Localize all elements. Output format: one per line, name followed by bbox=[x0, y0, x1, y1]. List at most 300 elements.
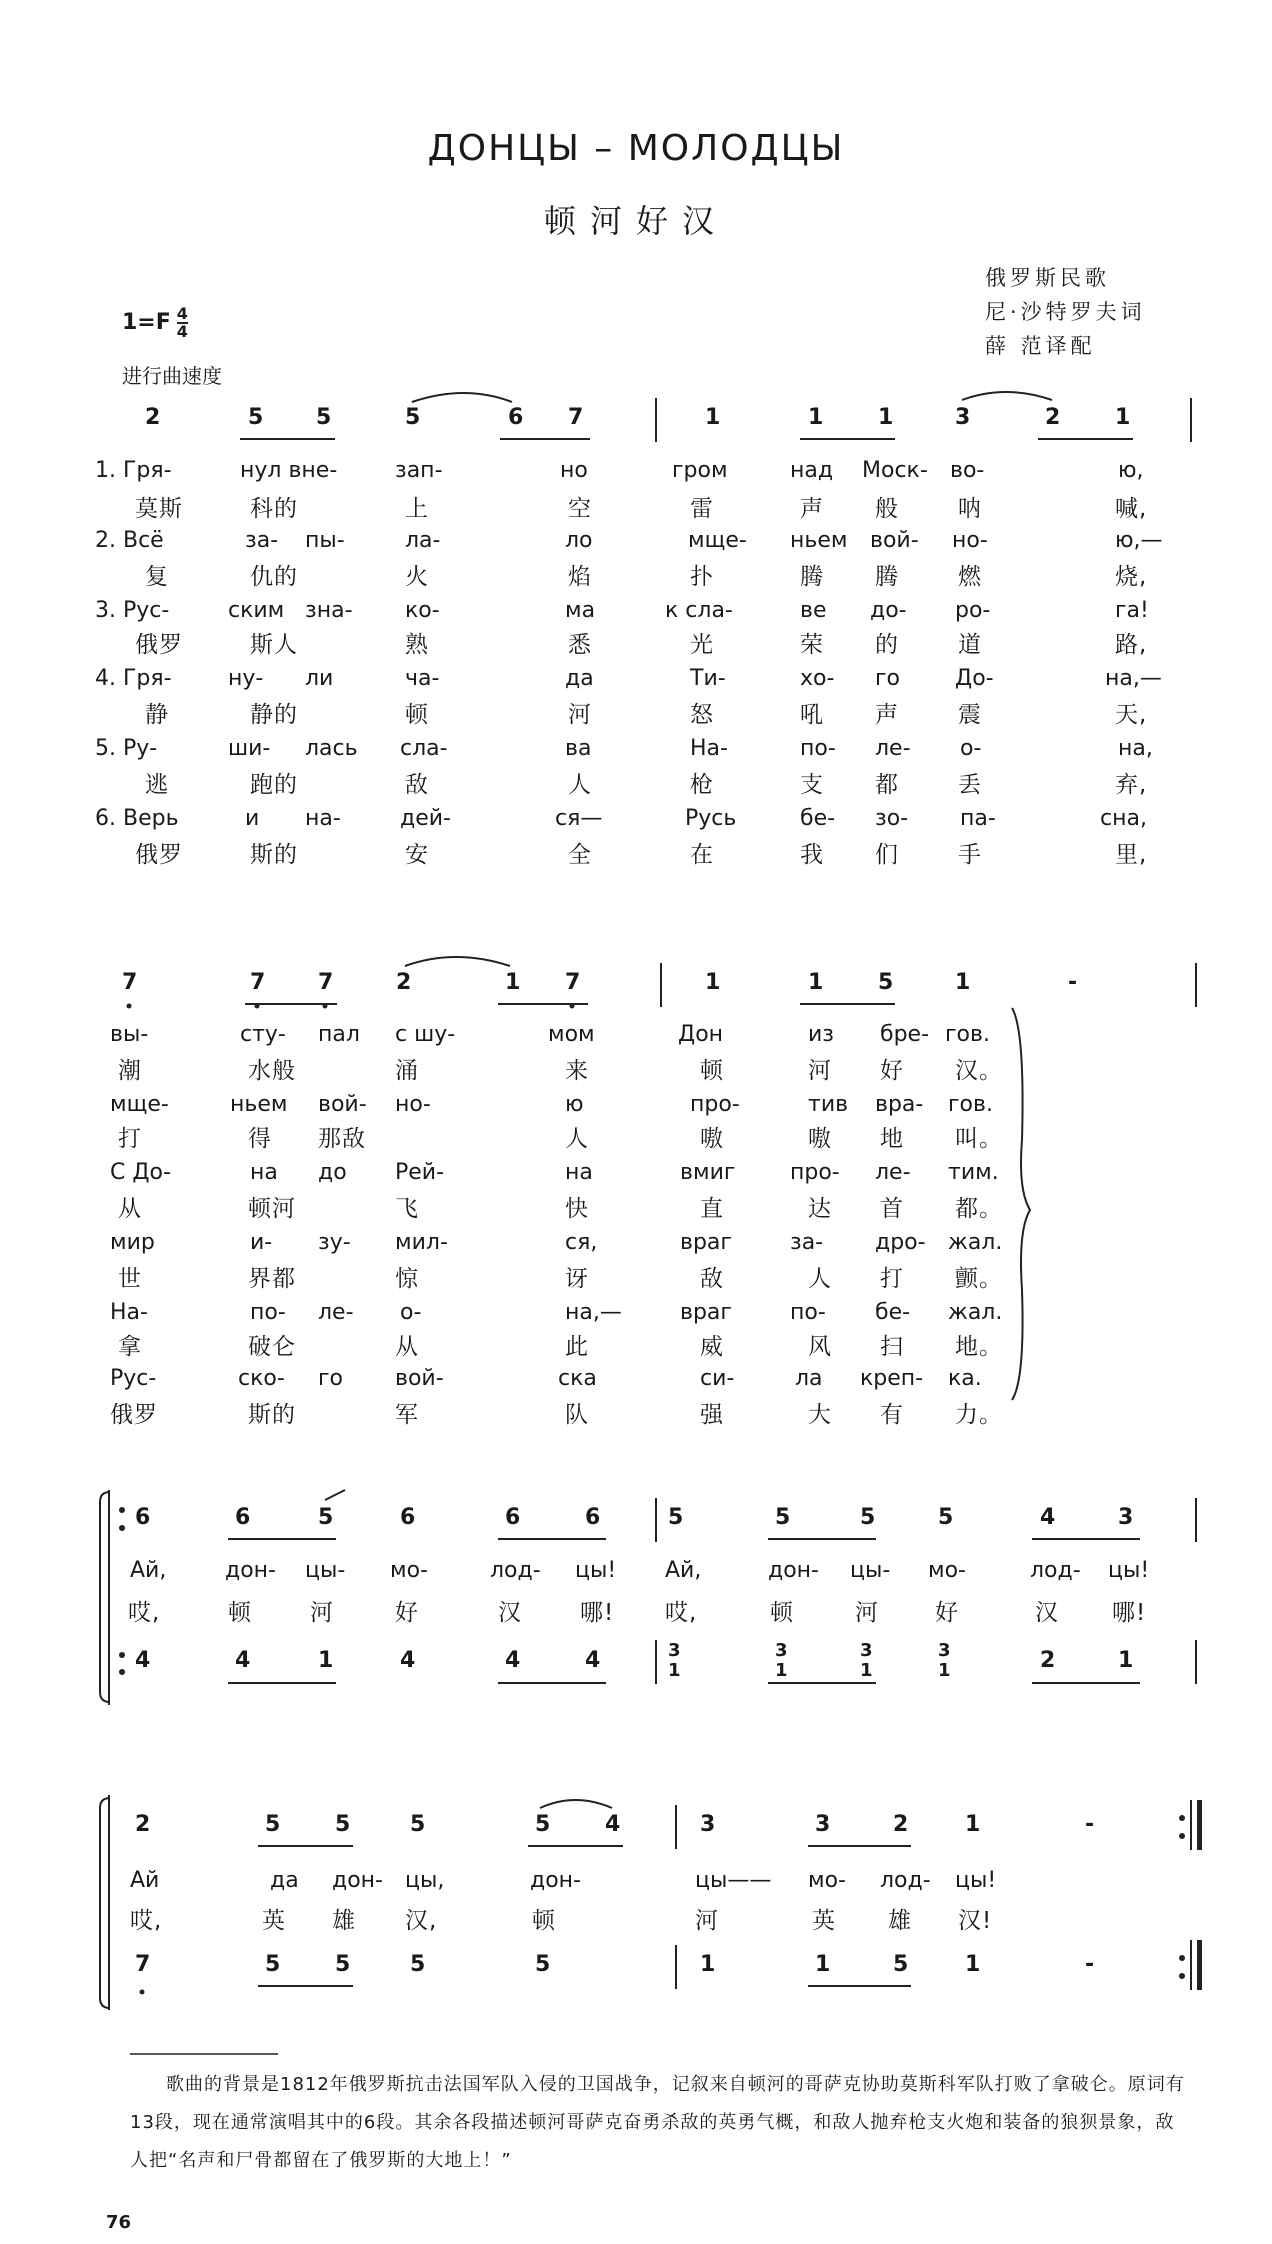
lyric-ru: на,— bbox=[565, 1300, 622, 1325]
system-bracket bbox=[100, 1798, 110, 2008]
lyric-zh: 汉 bbox=[498, 1600, 522, 1626]
note: 4 bbox=[400, 1648, 416, 1673]
octave-dot bbox=[255, 1004, 260, 1009]
tempo-marking: 进行曲速度 bbox=[122, 364, 222, 388]
lyric-ru: ко- bbox=[405, 598, 440, 623]
slur bbox=[405, 957, 510, 966]
lyric-ru: Дон bbox=[678, 1022, 724, 1047]
lyric-ru: ча- bbox=[405, 666, 440, 691]
lyric-ru: Рус- bbox=[110, 1366, 157, 1391]
lyric-ru: 2. Всё bbox=[95, 528, 164, 553]
lyric-zh: 荣 bbox=[800, 632, 824, 658]
lyric-zh: 大 bbox=[808, 1402, 832, 1428]
lyric-ru: мил- bbox=[395, 1230, 448, 1255]
lyric-zh: 顿 bbox=[770, 1600, 794, 1626]
note: 1 bbox=[878, 405, 894, 430]
lyric-zh: 打 bbox=[880, 1266, 904, 1292]
lyric-zh: 颤。 bbox=[955, 1266, 1003, 1292]
lyric-zh: 在 bbox=[690, 842, 714, 868]
lyric-zh: 震 bbox=[958, 702, 982, 728]
lyric-ru: 6. Верь bbox=[95, 806, 179, 831]
note: 1 bbox=[860, 1660, 873, 1681]
lyric-ru: мир bbox=[110, 1230, 155, 1255]
lyric-ru: но- bbox=[952, 528, 988, 553]
lyric-zh: 我 bbox=[800, 842, 824, 868]
lyric-ru: на bbox=[565, 1160, 593, 1185]
lyric-zh: 静 bbox=[145, 702, 169, 728]
lyric-ru: Ай bbox=[130, 1868, 160, 1893]
lyric-zh: 喊, bbox=[1115, 496, 1148, 522]
lyric-zh: 燃 bbox=[958, 564, 982, 590]
note: 7 bbox=[565, 970, 581, 995]
time-signature: $\frac{4}{4}$ bbox=[176, 304, 188, 341]
repeat-dot bbox=[119, 1507, 125, 1513]
lyric-zh: 哪! bbox=[580, 1600, 615, 1626]
lyric-ru: Ти- bbox=[690, 666, 726, 691]
lyric-ru: Русь bbox=[685, 806, 737, 831]
lyric-ru: ро- bbox=[955, 598, 991, 623]
note: 6 bbox=[508, 405, 524, 430]
lyric-zh: 天, bbox=[1115, 702, 1148, 728]
lyric-zh: 支 bbox=[800, 772, 824, 798]
octave-dot bbox=[323, 1004, 328, 1009]
lyric-ru: лод- bbox=[880, 1868, 931, 1893]
lyric-ru: ньем bbox=[230, 1092, 288, 1117]
note: 4 bbox=[135, 1648, 151, 1673]
lyric-ru: С До- bbox=[110, 1160, 171, 1185]
lyric-zh: 好 bbox=[880, 1058, 904, 1084]
note-rest: - bbox=[1068, 970, 1078, 995]
lyric-zh: 声 bbox=[800, 496, 824, 522]
lyric-ru: хо- bbox=[800, 666, 835, 691]
lyric-ru: по- bbox=[250, 1300, 286, 1325]
lyric-zh: 水般 bbox=[248, 1058, 296, 1084]
lyric-zh: 队 bbox=[565, 1402, 589, 1428]
lyric-ru: вы- bbox=[110, 1022, 149, 1047]
lyric-zh: 强 bbox=[700, 1402, 724, 1428]
note: 1 bbox=[775, 1660, 788, 1681]
lyric-zh: 汉 bbox=[1035, 1600, 1059, 1626]
lyric-zh: 哪! bbox=[1112, 1600, 1147, 1626]
title-chinese: 顿河好汉 bbox=[543, 202, 728, 240]
lyric-ru: лод- bbox=[1030, 1558, 1081, 1583]
lyric-ru: вмиг bbox=[680, 1160, 736, 1185]
lyric-ru: за- bbox=[790, 1230, 824, 1255]
lyric-ru: ю,— bbox=[1115, 528, 1163, 553]
note: 5 bbox=[535, 1952, 551, 1977]
octave-dot bbox=[140, 1990, 145, 1995]
lyric-zh: 河 bbox=[568, 702, 592, 728]
note: 2 bbox=[145, 405, 161, 430]
note: 6 bbox=[505, 1505, 521, 1530]
note: 6 bbox=[235, 1505, 251, 1530]
key-signature: 1=F $\frac{4}{4}$ bbox=[122, 304, 188, 341]
lyric-zh: 汉, bbox=[405, 1908, 438, 1934]
lyric-ru: до bbox=[318, 1160, 347, 1185]
lyric-zh: 都 bbox=[875, 772, 899, 798]
lyric-ru: вой- bbox=[870, 528, 919, 553]
lyric-zh: 敌 bbox=[700, 1266, 724, 1292]
lyric-zh: 俄罗 bbox=[135, 632, 183, 658]
lyric-zh: 科的 bbox=[250, 496, 298, 522]
lyric-ru: ле- bbox=[318, 1300, 354, 1325]
lyric-zh: 惊 bbox=[395, 1266, 419, 1292]
lyric-zh: 跑的 bbox=[250, 772, 298, 798]
note: 4 bbox=[505, 1648, 521, 1673]
note: 6 bbox=[135, 1505, 151, 1530]
note: 5 bbox=[316, 405, 332, 430]
slur bbox=[962, 392, 1052, 400]
lyric-ru: ле- bbox=[875, 736, 911, 761]
lyric-ru: ю bbox=[565, 1092, 584, 1117]
note: 1 bbox=[808, 970, 824, 995]
repeat-dot bbox=[119, 1652, 125, 1658]
lyric-ru: зо- bbox=[875, 806, 909, 831]
lyric-ru: ве bbox=[800, 598, 827, 623]
lyric-ru: ла bbox=[795, 1366, 823, 1391]
lyric-zh: 嗷 bbox=[700, 1126, 724, 1152]
lyric-zh: 斯的 bbox=[250, 842, 298, 868]
lyric-zh: 莫斯 bbox=[135, 496, 183, 522]
note: 2 bbox=[1045, 405, 1061, 430]
note: 5 bbox=[893, 1952, 909, 1977]
lyric-ru: мще- bbox=[110, 1092, 169, 1117]
note: 1 bbox=[505, 970, 521, 995]
note: 5 bbox=[938, 1505, 954, 1530]
footnote-text: 歌曲的背景是1812年俄罗斯抗击法国军队入侵的卫国战争，记叙来自顿河的哥萨克协助莫斯科军队打败了拿破仑。原词有13段，现在通常演唱其中的6段。其余各段描述顿河哥萨克奋勇杀敌的英勇气概，和敌人抛弃枪支火炮和装备的狼狈景象，敌人把“名声和尸骨都留在了俄罗斯的大地上！” bbox=[130, 2074, 1185, 2171]
note: 2 bbox=[135, 1812, 151, 1837]
lyric-zh: 顿 bbox=[532, 1908, 556, 1934]
lyric-zh: 叫。 bbox=[955, 1126, 1003, 1152]
lyric-zh: 从 bbox=[118, 1196, 142, 1222]
lyric-ru: ли bbox=[305, 666, 334, 691]
note: 5 bbox=[265, 1952, 281, 1977]
lyric-ru: ся, bbox=[565, 1230, 598, 1255]
lyric-ru: ле- bbox=[875, 1160, 911, 1185]
lyric-zh: 讶 bbox=[565, 1266, 589, 1292]
lyric-zh: 力。 bbox=[955, 1402, 1003, 1428]
note: 5 bbox=[335, 1952, 351, 1977]
lyric-ru: Рей- bbox=[395, 1160, 445, 1185]
note: 5 bbox=[335, 1812, 351, 1837]
lyric-zh: 快 bbox=[565, 1196, 589, 1222]
note: 5 bbox=[410, 1952, 426, 1977]
repeat-dot bbox=[119, 1669, 125, 1675]
lyric-ru: пы- bbox=[305, 528, 345, 553]
note: 5 bbox=[775, 1505, 791, 1530]
note: 2 bbox=[893, 1812, 909, 1837]
repeat-dot bbox=[119, 1525, 125, 1531]
lyric-ru: Моск- bbox=[862, 458, 928, 483]
lyric-zh: 腾 bbox=[800, 564, 824, 590]
lyric-zh: 地。 bbox=[955, 1334, 1003, 1360]
lyric-zh: 界都 bbox=[248, 1266, 296, 1292]
note: 4 bbox=[1040, 1505, 1056, 1530]
lyric-ru: да bbox=[270, 1868, 299, 1893]
lyric-ru: тим. bbox=[948, 1160, 999, 1185]
lyric-ru: над bbox=[790, 458, 834, 483]
lyric-zh: 好 bbox=[395, 1600, 419, 1626]
lyric-zh: 烧, bbox=[1115, 564, 1148, 590]
lyric-ru: Ай, bbox=[130, 1558, 167, 1583]
repeat-dot bbox=[1179, 1833, 1185, 1839]
note: 1 bbox=[1118, 1648, 1134, 1673]
note: 7 bbox=[135, 1952, 151, 1977]
lyric-zh: 来 bbox=[565, 1058, 589, 1084]
lyric-ru: цы- bbox=[305, 1558, 346, 1583]
credit-origin: 俄罗斯民歌 bbox=[985, 266, 1110, 290]
lyric-ru: вра- bbox=[875, 1092, 924, 1117]
lyric-zh: 们 bbox=[875, 842, 899, 868]
note: 6 bbox=[585, 1505, 601, 1530]
lyric-ru: зап- bbox=[395, 458, 443, 483]
lyric-zh: 军 bbox=[395, 1402, 419, 1428]
lyric-zh: 世 bbox=[118, 1266, 142, 1292]
lyric-ru: вой- bbox=[318, 1092, 367, 1117]
note: 1 bbox=[318, 1648, 334, 1673]
lyric-zh: 手 bbox=[958, 842, 982, 868]
lyric-ru: но- bbox=[395, 1092, 431, 1117]
octave-dot bbox=[127, 1004, 132, 1009]
lyric-ru: На- bbox=[110, 1300, 148, 1325]
lyric-ru: зу- bbox=[318, 1230, 351, 1255]
lyric-zh: 的 bbox=[875, 632, 899, 658]
note: 3 bbox=[1118, 1505, 1134, 1530]
lyric-zh: 枪 bbox=[690, 772, 714, 798]
lyric-zh: 哎, bbox=[130, 1908, 163, 1934]
lyric-zh: 俄罗 bbox=[110, 1402, 158, 1428]
lyric-zh: 地 bbox=[880, 1126, 904, 1152]
lyric-zh: 威 bbox=[700, 1334, 724, 1360]
lyric-ru: цы! bbox=[1108, 1558, 1150, 1583]
note-rest: - bbox=[1085, 1952, 1095, 1977]
lyric-ru: ска bbox=[558, 1366, 597, 1391]
lyric-ru: На- bbox=[690, 736, 728, 761]
lyric-zh: 光 bbox=[690, 632, 714, 658]
note: 5 bbox=[318, 1505, 334, 1530]
note: 1 bbox=[705, 405, 721, 430]
lyric-zh: 哎, bbox=[665, 1600, 698, 1626]
lyric-zh: 敌 bbox=[405, 772, 429, 798]
lyric-zh: 逃 bbox=[145, 772, 169, 798]
lyric-ru: дон- bbox=[768, 1558, 819, 1583]
lyric-zh: 直 bbox=[700, 1196, 724, 1222]
lyric-ru: дей- bbox=[400, 806, 451, 831]
lyric-zh: 火 bbox=[405, 564, 429, 590]
lyric-zh: 风 bbox=[808, 1334, 832, 1360]
note: 1 bbox=[938, 1660, 951, 1681]
lyric-zh: 得 bbox=[248, 1126, 272, 1152]
lyric-ru: гов. bbox=[948, 1092, 993, 1117]
lyric-ru: ка. bbox=[948, 1366, 982, 1391]
note: 3 bbox=[668, 1640, 681, 1661]
lyric-zh: 河 bbox=[310, 1600, 334, 1626]
note: 2 bbox=[1040, 1648, 1056, 1673]
system-bracket bbox=[100, 1492, 110, 1702]
note: 1 bbox=[808, 405, 824, 430]
lyric-ru: на,— bbox=[1105, 666, 1162, 691]
lyric-ru: лась bbox=[305, 736, 358, 761]
lyric-ru: Ай, bbox=[665, 1558, 702, 1583]
lyric-zh: 拿 bbox=[118, 1334, 142, 1360]
lyric-ru: о- bbox=[400, 1300, 422, 1325]
lyric-zh: 斯人 bbox=[250, 632, 298, 658]
note: 6 bbox=[400, 1505, 416, 1530]
lyric-zh: 英 bbox=[262, 1908, 286, 1934]
lyric-zh: 焰 bbox=[568, 564, 592, 590]
lyric-zh: 弃, bbox=[1115, 772, 1148, 798]
note: 1 bbox=[1115, 405, 1131, 430]
lyric-ru: к сла- bbox=[665, 598, 733, 623]
lyric-zh: 河 bbox=[855, 1600, 879, 1626]
accent-stroke bbox=[325, 1490, 345, 1500]
lyric-zh: 有 bbox=[880, 1402, 904, 1428]
lyric-ru: из bbox=[808, 1022, 834, 1047]
lyric-ru: ю, bbox=[1118, 458, 1144, 483]
note: 7 bbox=[250, 970, 266, 995]
lyric-ru: сту- bbox=[240, 1022, 286, 1047]
lyric-ru: мще- bbox=[688, 528, 747, 553]
lyric-zh: 复 bbox=[145, 564, 169, 590]
lyric-ru: гром bbox=[672, 458, 728, 483]
lyric-ru: да bbox=[565, 666, 594, 691]
lyric-ru: по- bbox=[790, 1300, 826, 1325]
note: 3 bbox=[955, 405, 971, 430]
lyric-ru: мом bbox=[548, 1022, 595, 1047]
note: 1 bbox=[955, 970, 971, 995]
note: 3 bbox=[700, 1812, 716, 1837]
lyric-ru: го bbox=[875, 666, 901, 691]
note: 2 bbox=[396, 970, 412, 995]
lyric-ru: ла- bbox=[405, 528, 441, 553]
lyric-ru: нул вне- bbox=[240, 458, 338, 483]
note: 4 bbox=[235, 1648, 251, 1673]
lyric-zh: 顿 bbox=[405, 702, 429, 728]
lyric-zh: 雷 bbox=[690, 496, 714, 522]
lyric-ru: но bbox=[560, 458, 588, 483]
lyric-ru: 4. Гря- bbox=[95, 666, 172, 691]
note: 1 bbox=[700, 1952, 716, 1977]
repeat-dot bbox=[1179, 1973, 1185, 1979]
note: 5 bbox=[248, 405, 264, 430]
lyric-ru: си- bbox=[700, 1366, 735, 1391]
lyric-ru: за- bbox=[245, 528, 279, 553]
lyric-zh: 路, bbox=[1115, 632, 1148, 658]
lyric-ru: мо- bbox=[390, 1558, 428, 1583]
lyric-zh: 扑 bbox=[690, 564, 714, 590]
lyric-ru: по- bbox=[800, 736, 836, 761]
lyric-zh: 雄 bbox=[332, 1908, 356, 1934]
lyric-zh: 全 bbox=[568, 842, 592, 868]
repeat-dot bbox=[1179, 1815, 1185, 1821]
lyric-ru: зна- bbox=[305, 598, 353, 623]
note: 4 bbox=[605, 1812, 621, 1837]
lyric-ru: и bbox=[245, 806, 260, 831]
repeat-dot bbox=[1179, 1955, 1185, 1961]
lyric-zh: 熟 bbox=[405, 632, 429, 658]
lyric-zh: 从 bbox=[395, 1334, 419, 1360]
lyric-ru: гов. bbox=[945, 1022, 990, 1047]
lyric-zh: 安 bbox=[405, 842, 429, 868]
lyric-ru: цы! bbox=[955, 1868, 997, 1893]
lyric-zh: 首 bbox=[880, 1196, 904, 1222]
lyric-ru: тив bbox=[808, 1092, 849, 1117]
lyric-ru: го bbox=[318, 1366, 344, 1391]
lyric-zh: 那敌 bbox=[318, 1126, 366, 1152]
note: 1 bbox=[668, 1660, 681, 1681]
lyric-ru: ньем bbox=[790, 528, 848, 553]
lyric-zh: 仇的 bbox=[250, 564, 298, 590]
lyric-ru: бре- bbox=[880, 1022, 930, 1047]
credit-lyricist: 尼·沙特罗夫词 bbox=[985, 300, 1146, 324]
lyric-ru: па- bbox=[960, 806, 996, 831]
lyric-ru: до- bbox=[870, 598, 907, 623]
note: 1 bbox=[705, 970, 721, 995]
lyric-zh: 丢 bbox=[958, 772, 982, 798]
lyric-zh: 都。 bbox=[955, 1196, 1003, 1222]
lyric-ru: мо- bbox=[928, 1558, 966, 1583]
lyric-ru: жал. bbox=[948, 1230, 1003, 1255]
lyric-zh: 好 bbox=[935, 1600, 959, 1626]
lyric-zh: 吼 bbox=[800, 702, 824, 728]
title-russian: ДОНЦЫ – МОЛОДЦЫ bbox=[427, 128, 845, 169]
verse-bracket bbox=[1012, 1008, 1030, 1400]
note: 7 bbox=[122, 970, 138, 995]
lyric-ru: цы, bbox=[405, 1868, 445, 1893]
lyric-zh: 扫 bbox=[880, 1334, 904, 1360]
lyric-ru: бе- bbox=[800, 806, 836, 831]
lyric-ru: ло bbox=[565, 528, 593, 553]
note: 1 bbox=[965, 1952, 981, 1977]
slur bbox=[412, 393, 512, 402]
lyric-zh: 道 bbox=[958, 632, 982, 658]
lyric-ru: мо- bbox=[808, 1868, 846, 1893]
lyric-zh: 呐 bbox=[958, 496, 982, 522]
lyric-zh: 潮 bbox=[118, 1058, 142, 1084]
lyric-ru: враг bbox=[680, 1230, 732, 1255]
lyric-zh: 斯的 bbox=[248, 1402, 296, 1428]
lyric-ru: ну- bbox=[228, 666, 264, 691]
note: 5 bbox=[405, 405, 421, 430]
lyric-zh: 静的 bbox=[250, 702, 298, 728]
lyric-zh: 里, bbox=[1115, 842, 1148, 868]
note: 5 bbox=[878, 970, 894, 995]
slur bbox=[540, 1800, 612, 1808]
lyric-ru: цы- bbox=[850, 1558, 891, 1583]
lyric-zh: 腾 bbox=[875, 564, 899, 590]
lyric-ru: га! bbox=[1115, 598, 1149, 623]
lyric-zh: 怒 bbox=[690, 702, 714, 728]
note: 5 bbox=[535, 1812, 551, 1837]
note: 5 bbox=[410, 1812, 426, 1837]
lyric-zh: 人 bbox=[808, 1266, 832, 1292]
lyric-ru: ся— bbox=[555, 806, 603, 831]
lyric-zh: 破仑 bbox=[248, 1334, 296, 1360]
lyric-ru: на, bbox=[1118, 736, 1153, 761]
lyric-zh: 顿 bbox=[700, 1058, 724, 1084]
lyric-ru: про- bbox=[790, 1160, 840, 1185]
lyric-ru: во- bbox=[950, 458, 985, 483]
lyric-ru: дон- bbox=[225, 1558, 276, 1583]
lyric-ru: бе- bbox=[875, 1300, 911, 1325]
note: 7 bbox=[568, 405, 584, 430]
lyric-ru: дро- bbox=[875, 1230, 926, 1255]
lyric-ru: До- bbox=[955, 666, 994, 691]
lyric-ru: лод- bbox=[490, 1558, 541, 1583]
lyric-zh: 打 bbox=[118, 1126, 142, 1152]
lyric-zh: 飞 bbox=[395, 1196, 419, 1222]
lyric-zh: 汉! bbox=[958, 1908, 993, 1934]
